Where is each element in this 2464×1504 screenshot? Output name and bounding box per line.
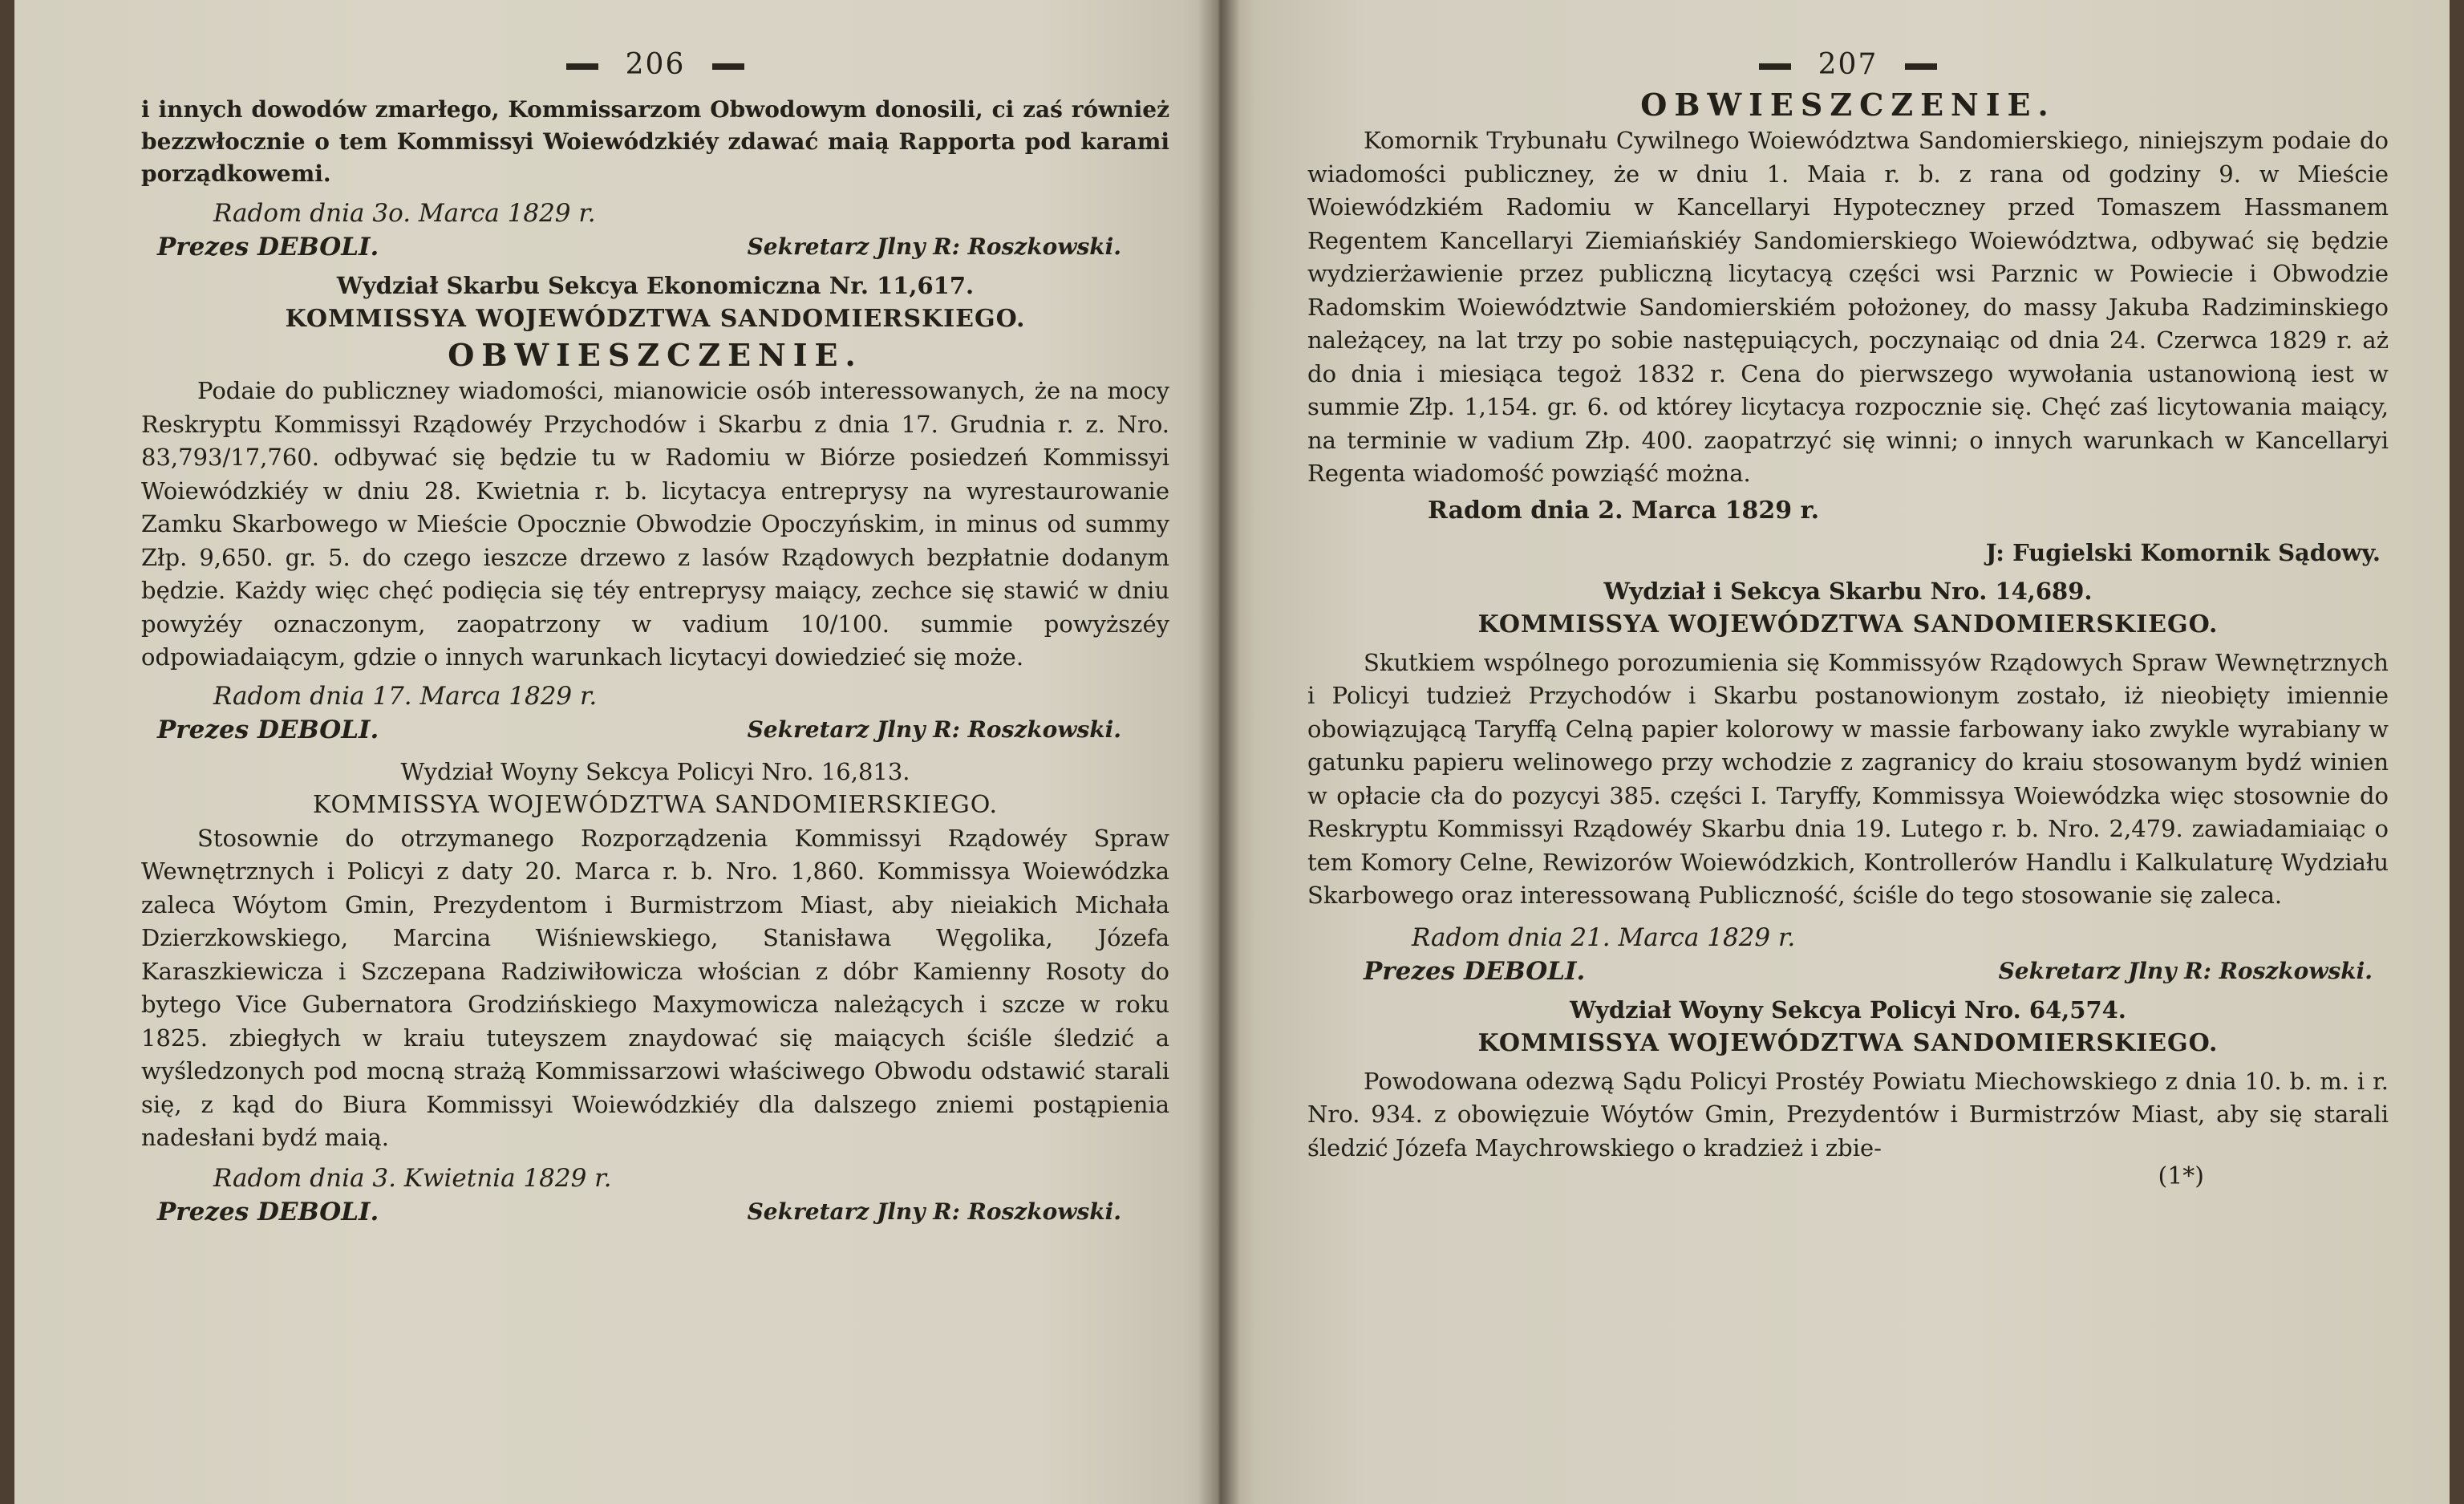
page-number-right <box>1307 48 2389 81</box>
department-line: Wydział Skarbu Sekcya Ekonomiczna Nr. 11,617. <box>336 272 975 299</box>
notice-heading: OBWIESZCZENIE. <box>1640 87 2056 123</box>
secretary-signature: Sekretarz Jlny R: Roszkowski. <box>747 716 1121 743</box>
signature-date: Radom dnia 3. Kwietnia 1829 r. <box>213 1163 612 1193</box>
department-line: Wydział i Sekcya Skarbu Nro. 14,689. <box>1603 577 2093 605</box>
signature-row <box>141 713 1169 747</box>
commission-heading: KOMMISSYA WOJEWÓDZTWA SANDOMIERSKIEGO. <box>1477 1028 2219 1057</box>
right-page <box>1219 0 2450 1504</box>
commission-heading: KOMMISSYA WOJEWÓDZTWA SANDOMIERSKIEGO. <box>1477 610 2219 638</box>
secretary-signature: Sekretarz Jlny R: Roszkowski. <box>747 1198 1121 1225</box>
left-page <box>14 0 1219 1504</box>
page-number-left <box>141 48 1169 81</box>
president-signature: Prezes DEBOLI. <box>157 233 379 261</box>
commission-heading: KOMMISSYA WOJEWÓDZTWA SANDOMIERSKIEGO. <box>285 305 1026 333</box>
commission-heading: KOMMISSYA WOJEWÓDZTWA SANDOMIERSKIEGO. <box>312 790 999 819</box>
secretary-signature: Sekretarz Jlny R: Roszkowski. <box>747 233 1121 260</box>
notice-body: Powodowana odezwą Sądu Policyi Prostéy Powiatu Miechowskiego z dnia 10. b. m. i r. Nro. 934. z obowięzuie Wóytów Gmin, Prezydentów i Burmistrzów Miast, aby się starali śledzić Józefa Maychrowskiego o kradzież i zbie- <box>1307 1067 2389 1161</box>
president-signature: Prezes DEBOLI. <box>1364 956 1586 986</box>
department-line: Wydział Woyny Sekcya Policyi Nro. 64,574. <box>1570 995 2126 1024</box>
bailiff-signature: J: Fugielski Komornik Sądowy. <box>1985 538 2381 566</box>
signature-date: Radom dnia 17. Marca 1829 r. <box>213 681 598 711</box>
signature-row <box>1307 955 2389 988</box>
signature-date: Radom dnia 2. Marca 1829 r. <box>1428 496 1820 525</box>
president-signature: Prezes DEBOLI. <box>157 1197 379 1226</box>
folio-dash <box>566 63 598 70</box>
book-gutter <box>1198 0 1240 1504</box>
folio-number: 207 <box>1818 48 1878 81</box>
folio-dash <box>1759 63 1791 70</box>
signature-date: Radom dnia 21. Marca 1829 r. <box>1412 922 1796 952</box>
notice-body: Podaie do publiczney wiadomości, mianowicie osób interessowanych, że na mocy Reskryptu Kommissyi Rządowéy Przychodów i Skarbu z dnia 17. Grudnia r. z. Nro. 83,793/17,760. odbywać się będzie tu w Radomiu w Biórze posiedzeń Kommissyi Woiewódzkiéy w dniu 28. Kwietnia r. b. licytacya entreprysy na wyrestaurowanie Zamku Skarbowego w Mieście Opocznie Obwodzie Opoczyńskim, in minus od summy Złp. 9,650. gr. 5. do czego ieszcze drzewo z lasów Rządowych bezpłatnie dodanym będzie. Każdy więc chęć podięcia się téy entreprysy maiący, zechce się stawić w dniu powyżéy oznaczonym, zaopatrzony w vadium 10/100. summie powyższéy odpowiadaiącym, gdzie o innych warunkach licytacyi dowiedzieć się może. <box>141 377 1169 671</box>
notice-body: Komornik Trybunału Cywilnego Woiewództwa Sandomierskiego, niniejszym podaie do wiadomości publiczney, że w dniu 1. Maia r. b. z rana od godziny 9. w Mieście Woiewódzkiém Radomiu w Kancellaryi Hypoteczney przed Tomaszem Hassmanem Regentem Kancellaryi Ziemiańskiéy Sandomierskiego Woiewództwa, odbywać się będzie wydzierżawienie przez publiczną licytacyą części wsi Parznic w Powiecie i Obwodzie Radomskim Woiewództwie Sandomierskiém położoney, do massy Jakuba Radziminskiego należącey, na lat trzy po sobie następuiących, poczynaiąc od dnia 24. Czerwca 1829 r. aż do dnia i miesiąca tegoż 1832 r. Cena do pierwszego wywołania ustanowioną iest w summie Złp. 1,154. gr. 6. od którey licytacya rozpocznie się. Chęć zaś licytowania maiący, na terminie w vadium Złp. 400. zaopatrzyć się winni; o innych warunkach w Kancellaryi Regenta wiadomość powziąść można. <box>1307 127 2389 487</box>
notice-body: Stosownie do otrzymanego Rozporządzenia Kommissyi Rządowéy Spraw Wewnętrznych i Policyi z daty 20. Marca r. b. Nro. 1,860. Kommissya Woiewódzka zaleca Wóytom Gmin, Prezydentom i Burmistrzom Miast, aby nieiakich Michała Dzierzkowskiego, Marcina Wiśniewskiego, Stanisława Węgolika, Józefa Karaszkiewicza i Szczepana Radziwiłowicza włościan z dóbr Kamienny Rosoty do bytego Vice Gubernatora Grodzińskiego Maxymowicza należących i szcze w roku 1825. zbiegłych w kraiu tuteyszem znaydować się maiących ściśle śledzić a wyśledzonych pod mocną strażą Kommissarzowi właściwego Obwodu odstawić starali się, z kąd do Biura Kommissyi Woiewódzkiéy dla dalszego zniemi postąpienia nadesłani bydź maią. <box>141 824 1169 1151</box>
folio-dash <box>1905 63 1937 70</box>
notice-continuation: i innych dowodów zmarłego, Kommissarzom Obwodowym donosili, ci zaś również bezzwłocznie o tem Kommissyi Woiewódzkiéy zdawać maią Rapporta pod karami porządkowemi. <box>141 96 1169 187</box>
department-line: Wydział Woyny Sekcya Policyi Nro. 16,813. <box>400 757 910 785</box>
signature-row <box>141 230 1169 264</box>
folio-dash <box>712 63 744 70</box>
notice-body: Skutkiem wspólnego porozumienia się Kommissyów Rządowych Spraw Wewnętrznych i Policyi tudzież Przychodów i Skarbu postanowionym zostało, iż nieobięty imiennie obowiązującą Taryffą Celną papier kolorowy w massie farbowany iako zwykle wyrabiany w gatunku papieru welinowego przy wchodzie z zagranicy do kraiu stosowanym bydź winien w opłacie cła do pozycyi 385. części I. Taryffy, Kommissya Woiewódzka więc stosownie do Reskryptu Kommissyi Rządowéy Skarbu dnia 19. Lutego r. b. Nro. 2,479. zawiadamiaiąc o tem Komory Celne, Rewizorów Woiewódzkich, Kontrollerów Handlu i Kalkulaturę Wydziału Skarbowego oraz interessowaną Publiczność, ściśle do tego stosowanie się zaleca. <box>1307 648 2389 909</box>
folio-number: 206 <box>625 48 686 81</box>
signature-date: Radom dnia 3o. Marca 1829 r. <box>213 199 596 228</box>
signature-row <box>141 1195 1169 1229</box>
notice-heading: OBWIESZCZENIE. <box>448 337 863 373</box>
sheet-signature-mark: (1*) <box>2158 1162 2204 1190</box>
president-signature: Prezes DEBOLI. <box>157 715 379 744</box>
secretary-signature: Sekretarz Jlny R: Roszkowski. <box>1998 957 2373 984</box>
